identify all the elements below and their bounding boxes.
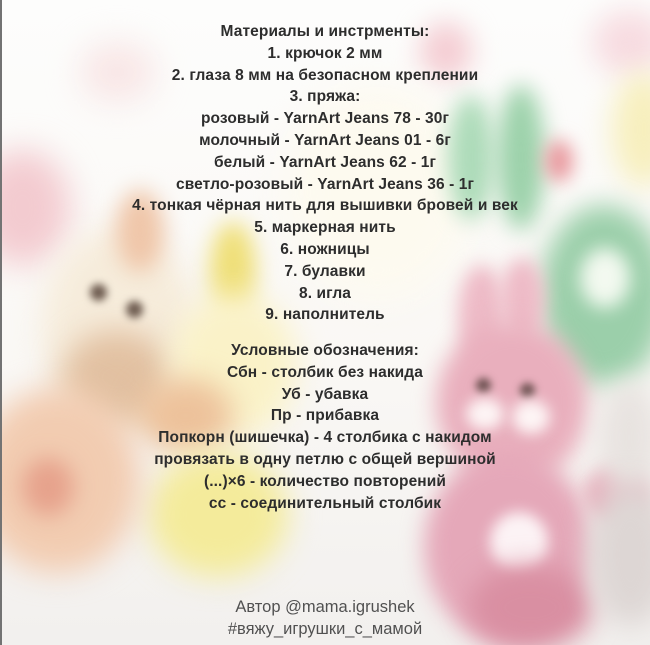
materials-section [0,21,650,326]
author-credit: Автор @mama.igrushek [235,598,415,616]
legend-line: провязать в одну петлю с общей вершиной [154,450,496,468]
legend-line: Сбн - столбик без накида [227,363,423,381]
materials-line: светло-розовый - YarnArt Jeans 36 - 1г [175,175,475,193]
legend-line: Пр - прибавка [270,407,380,425]
materials-line: 2. глаза 8 мм на безопасном креплении [171,66,479,84]
legend-line: (...)×6 - количество повторений [203,472,447,490]
materials-line: 7. булавки [284,262,366,280]
materials-line: 9. наполнитель [265,306,385,324]
materials-line: 3. пряжа: [289,88,361,106]
materials-line: молочный - YarnArt Jeans 01 - 6г [199,131,451,149]
materials-line: 6. ножницы [280,240,370,258]
hashtag: #вяжу_игрушки_с_мамой [227,620,423,638]
left-edge-line [0,0,2,645]
materials-title: Материалы и инстрменты: [220,23,430,40]
legend-line: Уб - убавка [281,385,369,403]
materials-line: белый - YarnArt Jeans 62 - 1г [213,153,437,171]
footer [0,596,650,640]
materials-line: розовый - YarnArt Jeans 78 - 30г [200,110,450,128]
legend-title: Условные обозначения: [231,342,419,359]
legend-line: сс - соединительный столбик [208,494,442,512]
materials-line: 4. тонкая чёрная нить для вышивки бровей и век [132,197,518,215]
materials-line: 8. игла [299,284,351,302]
materials-line: 1. крючок 2 мм [267,44,383,62]
legend-section [0,340,650,514]
legend-line: Попкорн (шишечка) - 4 столбика с накидом [158,429,492,447]
materials-line: 5. маркерная нить [254,219,396,237]
